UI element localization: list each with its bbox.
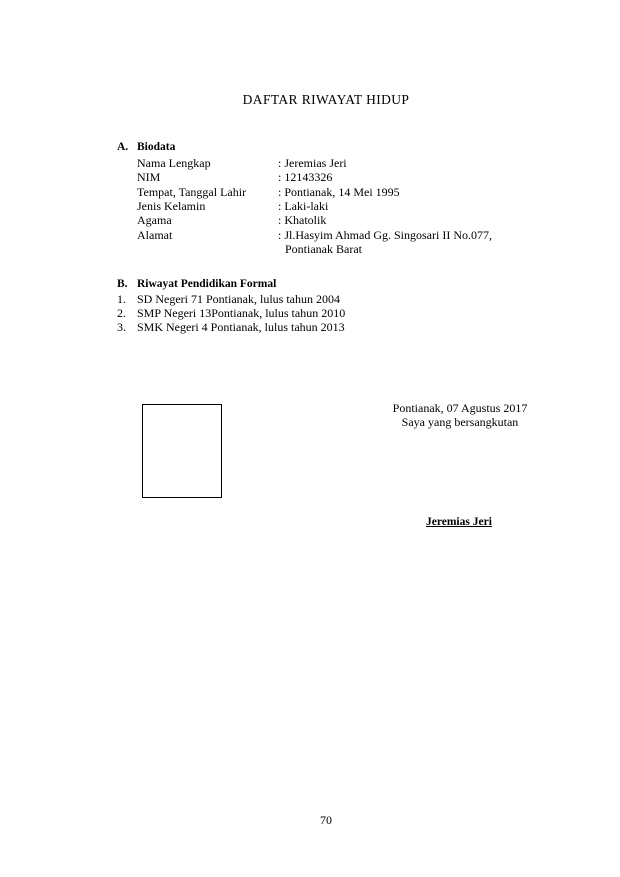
photo-placeholder bbox=[142, 404, 222, 498]
education-item-text: SMK Negeri 4 Pontianak, lulus tahun 2013 bbox=[137, 320, 345, 334]
education-item-text: SD Negeri 71 Pontianak, lulus tahun 2004 bbox=[137, 292, 340, 306]
education-item bbox=[117, 292, 340, 307]
biodata-label-birth: Tempat, Tanggal Lahir bbox=[137, 185, 247, 199]
section-a-number: A. bbox=[117, 141, 129, 153]
biodata-value-address-cont: Pontianak Barat bbox=[285, 242, 362, 256]
section-b-number: B. bbox=[117, 278, 128, 290]
section-a-heading bbox=[117, 141, 175, 153]
biodata-value-birth: : Pontianak, 14 Mei 1995 bbox=[278, 185, 400, 199]
education-item bbox=[117, 320, 345, 335]
section-a-title: Biodata bbox=[137, 141, 176, 153]
education-item bbox=[117, 306, 345, 321]
signature-name: Jeremias Jeri bbox=[426, 516, 492, 528]
biodata-label-gender: Jenis Kelamin bbox=[137, 199, 206, 213]
signature-place-date: Pontianak, 07 Agustus 2017 bbox=[392, 401, 528, 415]
biodata-label-name: Nama Lengkap bbox=[137, 156, 211, 170]
section-b-heading bbox=[117, 278, 276, 290]
education-item-number: 2. bbox=[117, 306, 126, 320]
document-title: DAFTAR RIWAYAT HIDUP bbox=[242, 92, 410, 107]
biodata-value-address: : Jl.Hasyim Ahmad Gg. Singosari II No.077, bbox=[278, 228, 492, 242]
signature-caption: Saya yang bersangkutan bbox=[401, 415, 519, 429]
page-number: 70 bbox=[320, 813, 332, 827]
section-b-title: Riwayat Pendidikan Formal bbox=[137, 278, 277, 290]
biodata-label-nim: NIM bbox=[137, 170, 161, 184]
biodata-label-address: Alamat bbox=[137, 228, 173, 242]
education-item-text: SMP Negeri 13Pontianak, lulus tahun 2010 bbox=[137, 306, 346, 320]
biodata-value-gender: : Laki-laki bbox=[278, 199, 329, 213]
biodata-label-religion: Agama bbox=[137, 213, 172, 227]
biodata-value-religion: : Khatolik bbox=[278, 213, 327, 227]
biodata-value-nim: : 12143326 bbox=[278, 170, 333, 184]
education-item-number: 3. bbox=[117, 320, 126, 334]
biodata-value-name: : Jeremias Jeri bbox=[278, 156, 347, 170]
education-item-number: 1. bbox=[117, 292, 126, 306]
